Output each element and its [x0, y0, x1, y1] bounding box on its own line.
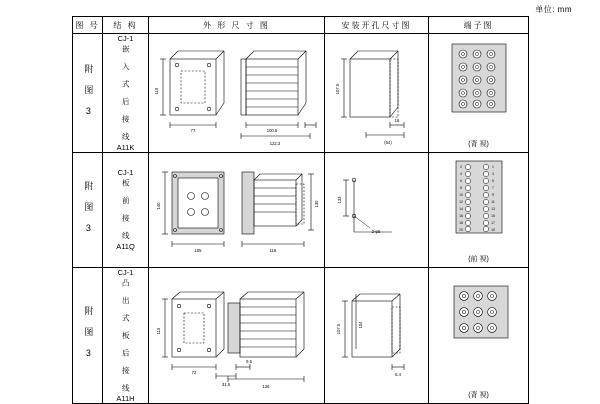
svg-text:19: 19	[490, 227, 495, 232]
row2-no-cell	[73, 152, 103, 267]
row1-structure-type: 嵌 入 式 后 接 线	[121, 45, 131, 141]
header-structure: 结 构	[103, 17, 149, 34]
svg-text:7: 7	[491, 185, 494, 190]
row3-terminal-cell	[429, 267, 529, 403]
row3-dim-315: 31.5	[221, 382, 230, 387]
row1-outline-cell	[149, 34, 325, 153]
row3-outline-drawing	[150, 279, 324, 391]
svg-text:6: 6	[459, 178, 462, 183]
row2-outline-cell	[149, 152, 325, 267]
row2-mounting-drawing	[326, 154, 428, 266]
svg-text:13: 13	[490, 206, 495, 211]
row1-no-cell	[73, 34, 103, 153]
table-row	[73, 267, 529, 403]
row1-structure-code: A11K	[116, 142, 135, 152]
row3-dim-95: 9.5	[245, 359, 252, 364]
row1-mount-dim-1075: 107.5	[334, 83, 340, 94]
row3-structure-type: 凸 出 式 板 后 接 线	[121, 278, 131, 392]
row3-structure-cell	[103, 267, 149, 403]
row3-structure-code: A11H	[116, 393, 135, 403]
row3-no-cell	[73, 267, 103, 403]
row2-terminal-caption: (前 视)	[468, 255, 489, 263]
row3-mounting-drawing	[326, 279, 428, 391]
row1-dim-1005: 100.5	[266, 127, 277, 133]
svg-text:9: 9	[491, 192, 494, 197]
row3-dim-115: 115	[155, 327, 161, 335]
row2-outline-drawing	[150, 154, 324, 266]
row3-no-label: 附 图 3	[83, 306, 94, 359]
row1-mounting-cell	[325, 34, 429, 153]
row3-dim-72: 72	[191, 370, 196, 375]
svg-text:15: 15	[490, 213, 495, 218]
row3-mount-dim-64: 6.4	[394, 372, 401, 377]
row2-structure-model: CJ-1	[117, 168, 134, 178]
row2-dim-105: 105	[194, 247, 201, 253]
row2-dim-130: 130	[313, 200, 319, 207]
row2-dim-140: 140	[155, 202, 161, 209]
row1-mount-dim-64: (64)	[383, 139, 392, 145]
svg-text:16: 16	[458, 213, 463, 218]
row1-mount-dim-16: 16	[394, 117, 399, 123]
row1-terminal-cell	[429, 34, 529, 153]
spec-table	[72, 16, 529, 404]
svg-text:4: 4	[459, 171, 462, 176]
row1-dim-115: 115	[153, 87, 159, 95]
svg-text:17: 17	[490, 220, 495, 225]
row1-terminal-drawing	[430, 34, 528, 126]
svg-text:12: 12	[458, 199, 463, 204]
row1-structure-model: CJ-1	[117, 34, 134, 43]
svg-text:2: 2	[459, 164, 462, 169]
row2-terminal-drawing	[430, 153, 528, 245]
header-terminal: 端子图	[429, 17, 529, 34]
row1-structure-cell	[103, 34, 149, 153]
svg-text:8: 8	[459, 185, 462, 190]
svg-text:3: 3	[491, 171, 494, 176]
svg-text:18: 18	[458, 220, 463, 225]
row3-mount-dim-1075: 107.5	[335, 323, 341, 335]
table-row	[73, 152, 529, 267]
row3-terminal-caption: (背 视)	[468, 391, 489, 399]
row2-structure-code: A11Q	[116, 241, 135, 251]
table-row	[73, 34, 529, 153]
row3-mounting-cell	[325, 267, 429, 403]
row1-dim-77: 77	[190, 127, 195, 133]
row3-structure-model: CJ-1	[117, 267, 134, 277]
row1-no-label: 附 图 3	[83, 63, 94, 117]
row2-terminal-cell	[429, 152, 529, 267]
svg-text:11: 11	[490, 199, 495, 204]
svg-text:20: 20	[458, 227, 463, 232]
row2-structure-type: 板 前 接 线	[121, 179, 131, 240]
row2-dim-116: 116	[269, 247, 276, 253]
row3-terminal-drawing	[430, 268, 528, 358]
header-no: 图 号	[73, 17, 103, 34]
row1-mounting-drawing	[326, 37, 428, 149]
row1-dim-1223: 122.3	[269, 140, 280, 146]
row3-outline-cell	[149, 267, 325, 403]
row2-mount-dim-2phi5: 2-φ5	[371, 228, 380, 234]
header-mounting: 安装开孔尺寸图	[325, 17, 429, 34]
unit-note: 单位: mm	[535, 5, 572, 14]
svg-text:14: 14	[458, 206, 463, 211]
row1-outline-drawing	[150, 37, 324, 149]
row1-terminal-caption: (背 视)	[468, 140, 489, 148]
row2-mount-dim-133: 133	[336, 196, 342, 203]
row2-structure-cell	[103, 152, 149, 267]
row3-mount-dim-104: 104	[357, 321, 363, 329]
row2-mounting-cell	[325, 152, 429, 267]
row2-no-label: 附 图 3	[83, 180, 94, 234]
table-header-row	[73, 17, 529, 34]
header-outline: 外 形 尺 寸 图	[149, 17, 325, 34]
svg-text:1: 1	[491, 164, 494, 169]
svg-text:5: 5	[491, 178, 494, 183]
row3-dim-126: 126	[262, 384, 269, 389]
svg-text:10: 10	[458, 192, 463, 197]
